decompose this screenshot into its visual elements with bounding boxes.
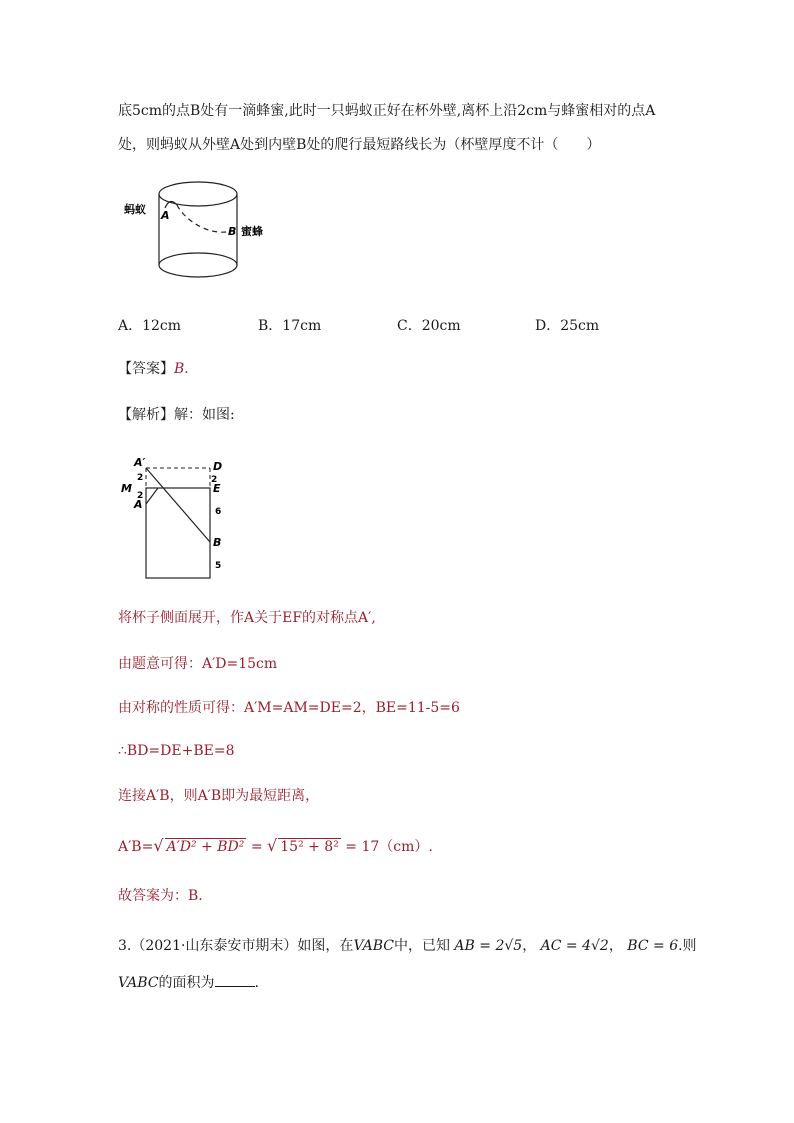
honey-label: 蜜蜂: [241, 225, 263, 238]
cylinder-bottom: [159, 253, 237, 277]
option-d: D．25cm: [535, 318, 600, 334]
triangle-symbol: VABC: [353, 938, 394, 954]
formula-radical-2: 15² + 8²: [280, 839, 339, 855]
analysis-text: 解：如图:: [174, 407, 235, 423]
solution-step-4: ∴BD=DE+BE=8: [118, 743, 235, 759]
next-problem-mid: 中，已知: [393, 938, 450, 954]
cylinder-figure: [120, 175, 280, 285]
solution-step-3: 由对称的性质可得：A′M=AM=DE=2，BE=11-5=6: [118, 700, 460, 716]
next-problem-line-1: 3.（2021·山东泰安市期末）如图，在VABC中，已知 AB = 2√5， AC = 4√2， BC = 6.则: [118, 938, 697, 954]
option-b: B．17cm: [258, 318, 322, 334]
analysis-label: 【解析】: [118, 407, 174, 423]
answer-label: 【答案】: [118, 361, 174, 377]
next-problem-end: .则: [678, 938, 697, 954]
option-a: A．12cm: [118, 318, 182, 334]
answer-line: [118, 359, 189, 379]
next-problem-line-2: [118, 972, 259, 993]
num-2-top: 2: [137, 473, 144, 483]
solution-step-2: 由题意可得：A′D=15cm: [118, 656, 278, 672]
ant-label: 蚂蚁: [124, 203, 146, 216]
side-ab: AB = 2√5: [454, 938, 523, 954]
next-problem-line-2-text: 的面积为: [158, 975, 215, 991]
label-d: D: [213, 460, 223, 473]
next-problem-prefix: 3.（2021·山东泰安市期末）如图，在: [118, 938, 354, 954]
num-2-right: 2: [211, 475, 218, 485]
triangle-symbol-2: VABC: [118, 975, 159, 991]
cylinder-top: [159, 182, 237, 206]
num-6: 6: [215, 507, 222, 517]
label-e: E: [213, 482, 221, 495]
option-c: C．20cm: [397, 318, 461, 334]
num-5: 5: [215, 561, 222, 571]
num-2-mid: 2: [137, 491, 144, 501]
side-ac: AC = 4√2: [540, 938, 609, 954]
next-problem-line-2-end: .: [254, 975, 259, 991]
answer-value: B.: [174, 361, 189, 377]
label-m: M: [121, 482, 132, 495]
solution-conclusion: 故答案为：B.: [118, 888, 203, 904]
ant-path-inner: [177, 205, 232, 232]
problem-line-2: 处，则蚂蚁从外壁A处到内壁B处的爬行最短路线长为（杯壁厚度不计（ ）: [118, 137, 601, 153]
formula-mid: =: [246, 839, 268, 855]
point-a-label: A: [161, 209, 170, 222]
label-a: A: [134, 498, 143, 511]
problem-line-1: 底5cm的点B处有一滴蜂蜜,此时一只蚂蚁正好在杯外壁,离杯上沿2cm与蜂蜜相对的点A: [118, 103, 656, 119]
solution-step-5: 连接A′B，则A′B即为最短距离，: [118, 788, 320, 804]
point-b-label: B: [228, 225, 237, 238]
label-a-prime: A′: [134, 456, 146, 469]
answer-blank[interactable]: [215, 972, 255, 987]
side-bc: BC = 6: [627, 938, 679, 954]
formula-rhs: = 17（cm）.: [340, 839, 433, 855]
formula-radical-1: A′D² + BD²: [166, 839, 245, 855]
unfolded-figure: [118, 450, 238, 582]
label-b: B: [213, 536, 222, 549]
formula-lhs: A′B=: [118, 839, 154, 855]
analysis-line: [118, 405, 235, 425]
solution-step-1: 将杯子侧面展开，作A关于EF的对称点A′,: [118, 610, 376, 626]
solution-step-6: A′B=√ A′D² + BD² = √ 15² + 8² = 17（cm）.: [118, 836, 433, 855]
